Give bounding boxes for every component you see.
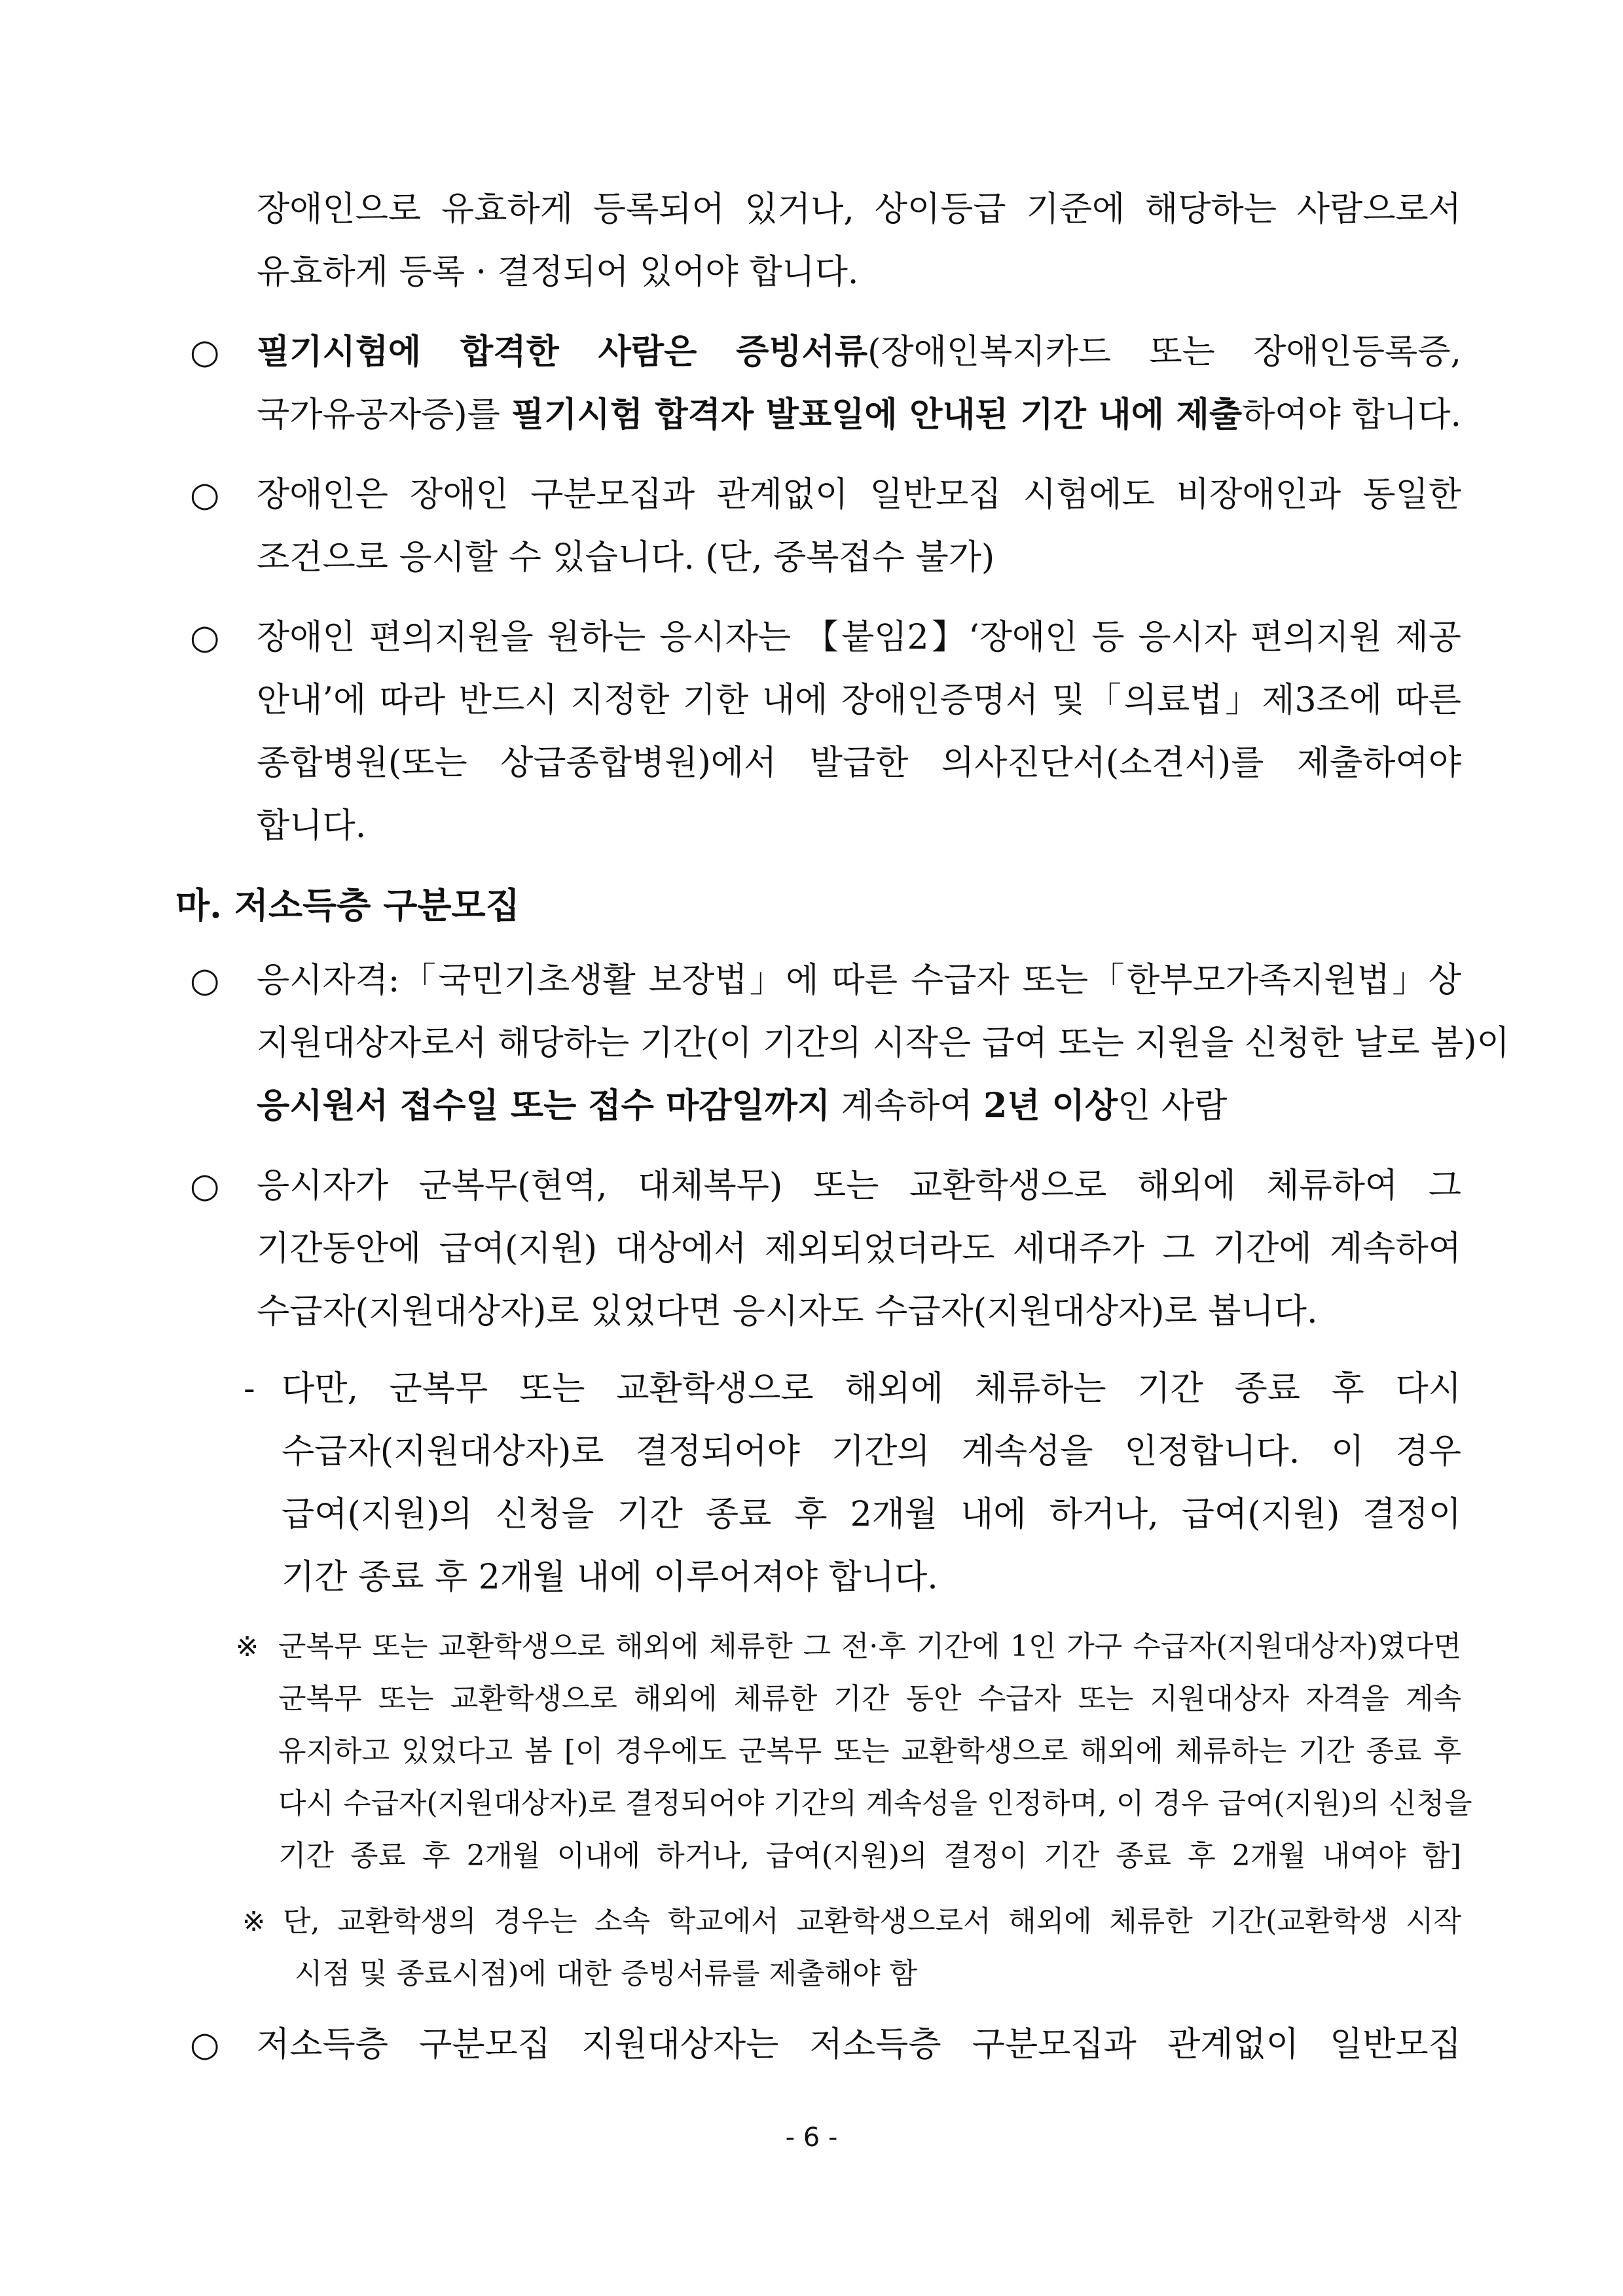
circle-bullet: ○	[190, 618, 220, 657]
bold-text: 필기시험에 합격한 사람은 증빙서류	[257, 332, 868, 372]
note-line: 기간 종료 후 2개월 이내에 하거나, 급여(지원)의 결정이 기간 종료 후 2개월 내여야 함]	[278, 1839, 1461, 1873]
paragraph-line: 조건으로 응시할 수 있습니다. (단, 중복접수 불가)	[257, 538, 995, 577]
circle-bullet: ○	[190, 1166, 220, 1206]
note-line: 유지하고 있었다고 봄 [이 경우에도 군복무 또는 교환학생으로 해외에 체류하는 기간 종료 후	[278, 1734, 1461, 1768]
text: 국가유공자증)를	[257, 395, 511, 435]
text: 하여야 합니다.	[1242, 395, 1461, 435]
paragraph-line: 장애인 편의지원을 원하는 응시자는 【붙임2】‘장애인 등 응시자 편의지원 제공	[257, 618, 1461, 657]
note-line: 군복무 또는 교환학생으로 해외에 체류한 그 전·후 기간에 1인 가구 수급자(지원대상자)였다면	[278, 1630, 1461, 1663]
note-symbol: ※	[242, 1905, 266, 1937]
section-heading: 마. 저소득층 구분모집	[175, 884, 520, 926]
paragraph-line: 다만, 군복무 또는 교환학생으로 해외에 체류하는 기간 종료 후 다시	[282, 1369, 1461, 1408]
paragraph-line	[257, 395, 1461, 435]
bold-text: 2년 이상	[983, 1086, 1118, 1126]
page-number: - 6 -	[785, 2123, 838, 2153]
paragraph-line: 수급자(지원대상자)로 결정되어야 기간의 계속성을 인정합니다. 이 경우	[282, 1432, 1461, 1471]
text: 인 사람	[1118, 1086, 1228, 1126]
dash-bullet: -	[244, 1369, 255, 1408]
circle-bullet: ○	[190, 332, 220, 372]
paragraph-line: 장애인으로 유효하게 등록되어 있거나, 상이등급 기준에 해당하는 사람으로서	[257, 190, 1461, 229]
circle-bullet: ○	[190, 961, 220, 1000]
paragraph-line: 급여(지원)의 신청을 기간 종료 후 2개월 내에 하거나, 급여(지원) 결정이	[282, 1495, 1461, 1534]
paragraph-line: 합니다.	[257, 806, 367, 846]
bold-text: 필기시험 합격자 발표일에 안내된 기간 내에 제출	[511, 395, 1243, 435]
note-line: 단, 교환학생의 경우는 소속 학교에서 교환학생으로서 해외에 체류한 기간(교환학생 시작	[283, 1905, 1461, 1938]
paragraph-line	[257, 332, 1461, 372]
circle-bullet: ○	[190, 2025, 220, 2064]
paragraph-line: 기간동안에 급여(지원) 대상에서 제외되었더라도 세대주가 그 기간에 계속하여	[257, 1229, 1461, 1268]
paragraph-line: 장애인은 장애인 구분모집과 관계없이 일반모집 시험에도 비장애인과 동일한	[257, 475, 1461, 514]
paragraph-line: 종합병원(또는 상급종합병원)에서 발급한 의사진단서(소견서)를 제출하여야	[257, 744, 1461, 783]
paragraph-line: 기간 종료 후 2개월 내에 이루어져야 합니다.	[282, 1558, 938, 1597]
text: (장애인복지카드 또는 장애인등록증,	[867, 332, 1462, 372]
paragraph-line: 수급자(지원대상자)로 있었다면 응시자도 수급자(지원대상자)로 봅니다.	[257, 1292, 1318, 1331]
paragraph-line: 지원대상자로서 해당하는 기간(이 기간의 시작은 급여 또는 지원을 신청한 날로 봄)이	[257, 1024, 1510, 1063]
circle-bullet: ○	[190, 475, 220, 514]
bold-text: 응시원서 접수일 또는 접수 마감일까지	[257, 1086, 831, 1126]
note-symbol: ※	[236, 1630, 259, 1662]
paragraph-line: 응시자가 군복무(현역, 대체복무) 또는 교환학생으로 해외에 체류하여 그	[257, 1166, 1461, 1206]
paragraph-line: 저소득층 구분모집 지원대상자는 저소득층 구분모집과 관계없이 일반모집	[257, 2025, 1461, 2064]
text: 계속하여	[830, 1086, 984, 1126]
paragraph-line: 응시자격:「국민기초생활 보장법」에 따른 수급자 또는「한부모가족지원법」상	[257, 961, 1461, 1000]
note-line: 군복무 또는 교환학생으로 해외에 체류한 기간 동안 수급자 또는 지원대상자 자격을 계속	[278, 1682, 1461, 1715]
paragraph-line: 안내’에 따라 반드시 지정한 기한 내에 장애인증명서 및「의료법」제3조에 따른	[257, 681, 1461, 720]
note-line: 시점 및 종료시점)에 대한 증빙서류를 제출해야 함	[295, 1957, 918, 1990]
paragraph-line: 유효하게 등록 · 결정되어 있어야 합니다.	[257, 253, 859, 292]
note-line: 다시 수급자(지원대상자)로 결정되어야 기간의 계속성을 인정하며, 이 경우 급여(지원)의 신청을	[278, 1787, 1472, 1820]
paragraph-line	[257, 1086, 1461, 1126]
